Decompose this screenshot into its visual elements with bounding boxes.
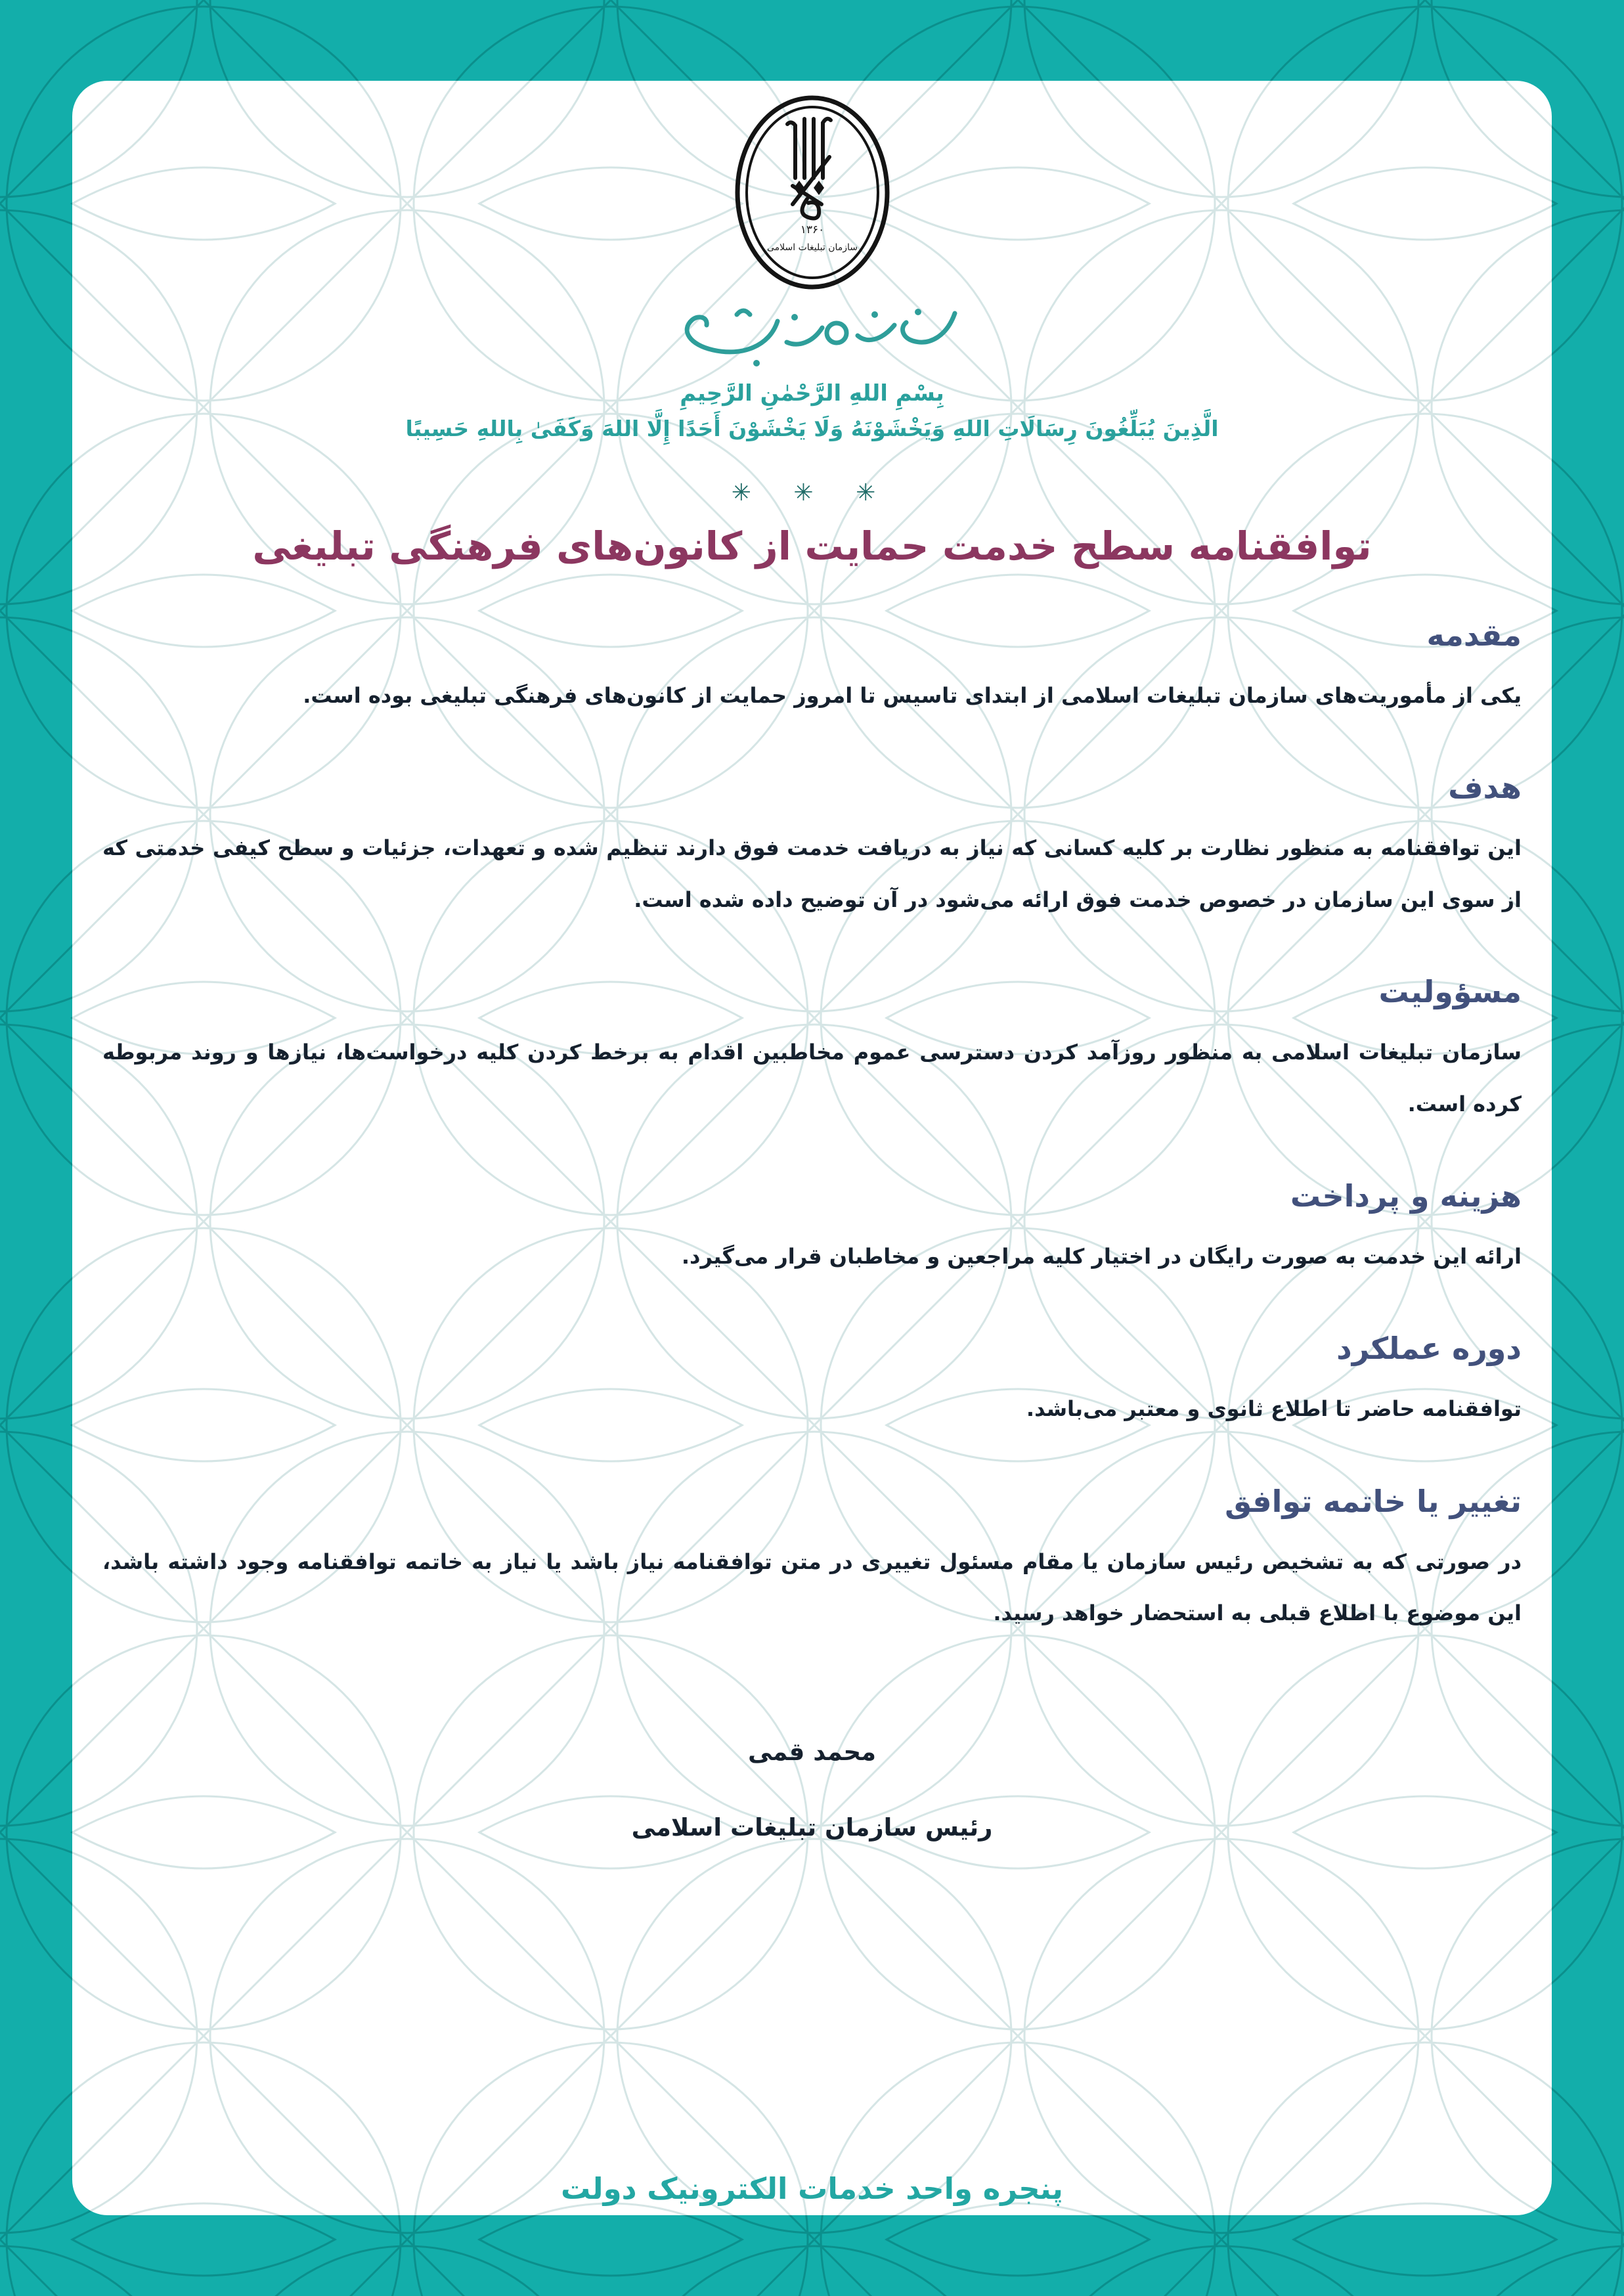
- section-heading: مقدمه: [1426, 617, 1522, 653]
- section-goal: [102, 770, 1522, 925]
- section-introduction: [102, 617, 1522, 721]
- section-heading: مسؤولیت: [1378, 974, 1522, 1010]
- organization-emblem-icon: [730, 94, 895, 291]
- ornament-asterisks: ✳ ✳ ✳: [731, 479, 893, 506]
- signature-block: [102, 1738, 1522, 1842]
- section-change-termination: [102, 1484, 1522, 1639]
- quran-verse: الَّذِينَ يُبَلِّغُونَ رِسَالَاتِ اللهِ وَيَخْشَوْنَهُ وَلَا يَخْشَوْنَ أَحَدًا إِلَّا اللهَ وَكَفَىٰ بِاللهِ حَسِيبًا: [405, 416, 1219, 441]
- sections: [102, 617, 1522, 1639]
- signatory-title: رئیس سازمان تبلیغات اسلامی: [631, 1813, 993, 1842]
- footer-text: پنجره واحد خدمات الکترونیک دولت: [561, 2171, 1063, 2206]
- document-card: [72, 81, 1552, 2215]
- organization-calligraphy-icon: [658, 295, 967, 367]
- section-heading: دوره عملکرد: [1336, 1331, 1522, 1367]
- section-performance-period: [102, 1331, 1522, 1434]
- section-body: یکی از مأموریت‌های سازمان تبلیغات اسلامی از ابتدای تاسیس تا امروز حمایت از کانون‌های فرهنگی تبلیغی بوده است.: [303, 683, 1522, 708]
- emblem-caption: سازمان تبلیغات اسلامی: [766, 242, 858, 253]
- section-heading: هدف: [1448, 770, 1522, 806]
- section-heading: تغییر یا خاتمه توافق: [1225, 1483, 1522, 1519]
- signatory-name: محمد قمی: [747, 1737, 877, 1766]
- section-body: توافقنامه حاضر تا اطلاع ثانوی و معتبر می‌باشد.: [1026, 1396, 1522, 1422]
- section-responsibility: [102, 974, 1522, 1130]
- section-body: در صورتی که به تشخیص رئیس سازمان یا مقام مسئول تغییری در متن توافقنامه نیاز باشد یا نیاز به خاتمه توافقنامه وجود داشته باشد، این موضوع با اطلاع قبلی به استحضار خواهد رسید.: [102, 1549, 1522, 1626]
- emblem-year: ۱۳۶۰: [800, 223, 824, 236]
- section-body: سازمان تبلیغات اسلامی به منظور روزآمد کردن دسترسی عموم مخاطبین اقدام به برخط کردن کلیه درخواست‌ها، نیازها و روند مربوطه کرده است.: [102, 1040, 1522, 1116]
- section-heading: هزینه و پرداخت: [1290, 1178, 1522, 1214]
- section-cost-payment: [102, 1178, 1522, 1282]
- bismillah-text: بِسْمِ اللهِ الرَّحْمٰنِ الرَّحِيمِ: [680, 380, 944, 407]
- section-body: این توافقنامه به منظور نظارت بر کلیه کسانی که نیاز به دریافت خدمت فوق دارند تنظیم شده و تعهدات، جزئیات و سطح کیفی خدمتی که از سوی این سازمان در خصوص خدمت فوق ارائه می‌شود در آن توضیح داده شده است.: [102, 835, 1522, 912]
- section-body: ارائه این خدمت به صورت رایگان در اختیار کلیه مراجعین و مخاطبان قرار می‌گیرد.: [681, 1243, 1522, 1269]
- page-title: توافقنامه سطح خدمت حمایت از کانون‌های فرهنگی تبلیغی: [252, 523, 1372, 569]
